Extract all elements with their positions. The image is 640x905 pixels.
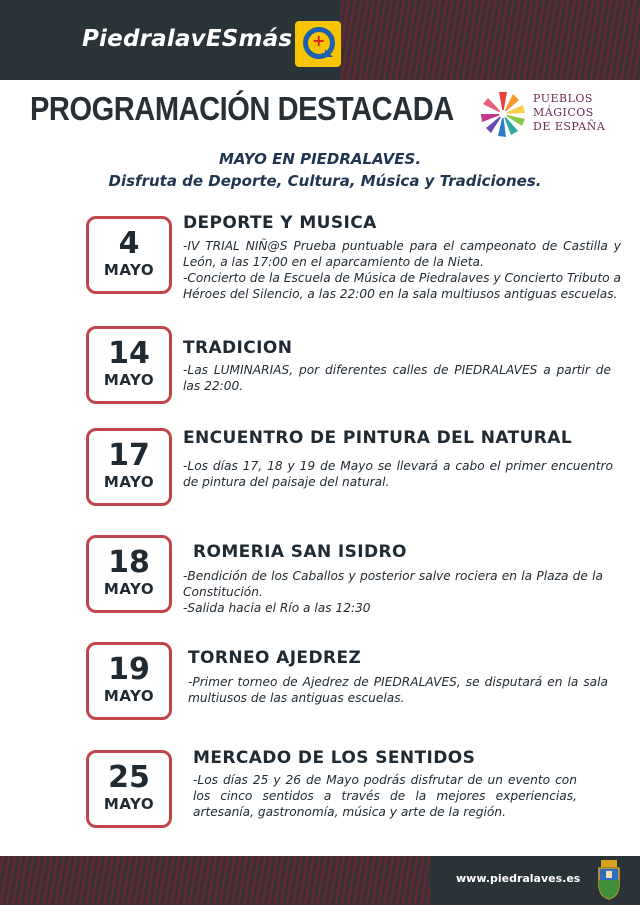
footer-banner xyxy=(0,856,640,905)
date-badge xyxy=(86,326,172,404)
date-day: 18 xyxy=(108,545,150,580)
subtitle-month: MAYO EN PIEDRALAVES. xyxy=(218,150,422,168)
date-day: 14 xyxy=(108,336,150,371)
partner-line-3: DE ESPAÑA xyxy=(533,120,606,133)
coat-of-arms-icon xyxy=(596,860,622,900)
event-description-line: -IV TRIAL NIÑ@S Prueba puntuable para el campeonato de Castilla y León, a las 17:00 en el aparcamiento de la Nieta. xyxy=(183,239,621,269)
date-month: MAYO xyxy=(103,371,155,389)
date-month: MAYO xyxy=(103,795,155,813)
date-day: 17 xyxy=(108,438,150,473)
event-description-line: -Primer torneo de Ajedrez de PIEDRALAVES, se disputará en la sala multiusos de las antiguas escuelas. xyxy=(188,675,608,705)
event-description-line: -Las LUMINARIAS, por diferentes calles de PIEDRALAVES a partir de las 22:00. xyxy=(183,363,611,393)
date-badge xyxy=(86,216,172,294)
event-description xyxy=(188,674,608,706)
event-title: ENCUENTRO DE PINTURA DEL NATURAL xyxy=(183,428,573,448)
header-decoration xyxy=(340,0,640,80)
page-title: PROGRAMACIÓN DESTACADA xyxy=(30,90,454,127)
date-day: 19 xyxy=(108,652,150,687)
event-description xyxy=(183,458,613,490)
date-badge xyxy=(86,642,172,720)
date-badge xyxy=(86,750,172,828)
event-description xyxy=(183,362,611,394)
event-title: TORNEO AJEDREZ xyxy=(188,648,362,668)
date-day: 4 xyxy=(118,226,140,261)
event-description xyxy=(193,772,577,820)
date-month: MAYO xyxy=(103,473,155,491)
event-description-line: -Salida hacia el Río a las 12:30 xyxy=(183,601,371,615)
date-badge xyxy=(86,535,172,613)
partner-line-2: MÁGICOS xyxy=(533,106,594,119)
date-day: 25 xyxy=(108,760,150,795)
event-description-line: -Concierto de la Escuela de Música de Piedralaves y Concierto Tributo a Héroes del Silencio, a las 22:00 en la sala multiusos antiguas escuelas. xyxy=(183,271,621,301)
header-banner xyxy=(0,0,640,80)
subtitle-tagline: Disfruta de Deporte, Cultura, Música y Tradiciones. xyxy=(108,172,542,190)
event-title: ROMERIA SAN ISIDRO xyxy=(193,542,407,562)
date-month: MAYO xyxy=(103,580,155,598)
website-link[interactable]: www.piedralaves.es xyxy=(456,872,581,885)
event-description-line: -Los días 25 y 26 de Mayo podrás disfrutar de un evento con los cinco sentidos a través de la mejores experiencias, artesanía, gastronomía, música y arte de la región. xyxy=(193,773,577,819)
event-description-line: -Los días 17, 18 y 19 de Mayo se llevará a cabo el primer encuentro de pintura del paisaje del natural. xyxy=(183,459,613,489)
partner-line-1: PUEBLOS xyxy=(533,92,593,105)
event-title: TRADICION xyxy=(183,338,293,358)
event-title: DEPORTE Y MUSICA xyxy=(183,213,377,233)
date-month: MAYO xyxy=(103,687,155,705)
event-description xyxy=(183,238,621,302)
brand-name: PiedralavESmás xyxy=(82,26,293,52)
event-title: MERCADO DE LOS SENTIDOS xyxy=(193,748,476,768)
footer-decoration xyxy=(0,856,430,905)
partner-logo-text xyxy=(533,92,605,134)
event-description-line: -Bendición de los Caballos y posterior salve rociera en la Plaza de la Constitución. xyxy=(183,569,603,599)
brand-logo-icon: + xyxy=(295,21,341,67)
date-badge xyxy=(86,428,172,506)
event-description xyxy=(183,568,603,616)
date-month: MAYO xyxy=(103,261,155,279)
